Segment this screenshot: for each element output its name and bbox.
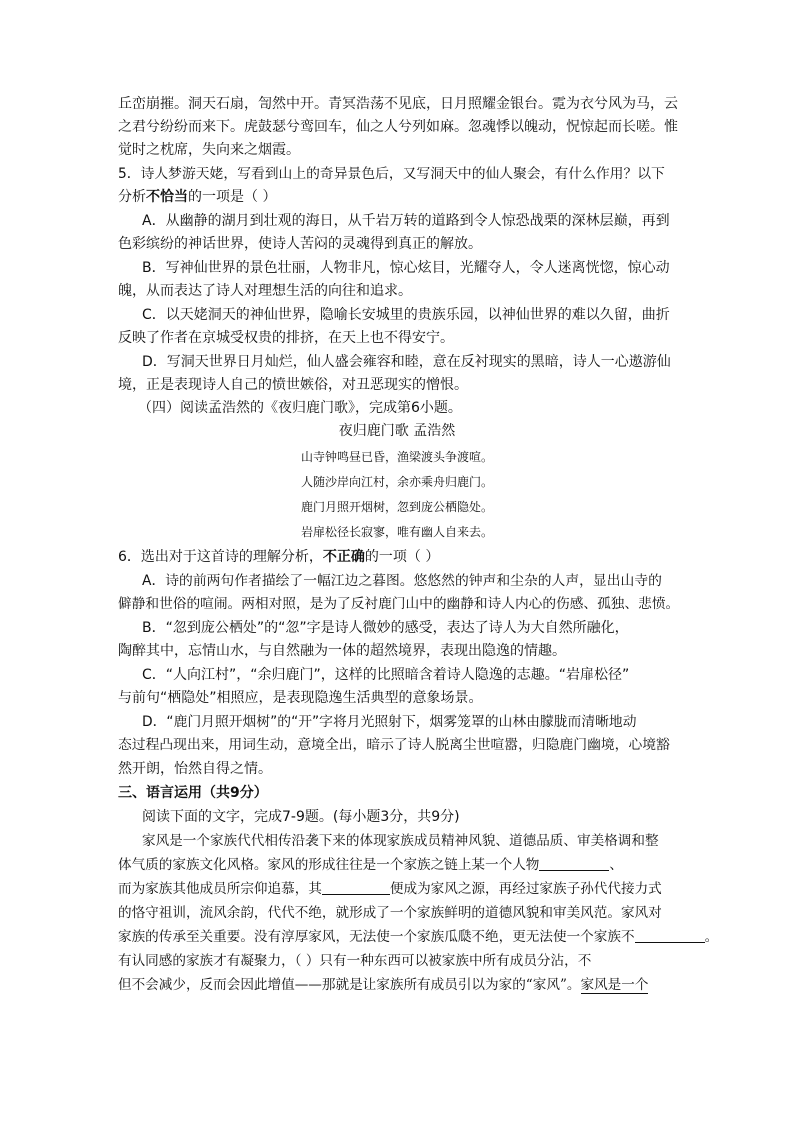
section-3-intro: 阅读下面的文字，完成7-9题。(每小题3分，共9分) (142, 809, 460, 825)
option-c: C．以天姥洞天的神仙世界，隐喻长安城里的贵族乐园，以神仙世界的难以久留，曲折 (142, 307, 670, 323)
option-d: D．写洞天世界日月灿烂，仙人盛会雍容和睦，意在反衬现实的黑暗，诗人一心遨游仙 (142, 354, 671, 370)
option-a: A．从幽静的湖月到壮观的海日，从千岩万转的道路到令人惊恐战栗的深林层巅，再到 (142, 213, 670, 229)
passage-text: 。 (704, 929, 719, 945)
stem-emphasis: 不正确 (322, 549, 365, 565)
option-a-cont: 色彩缤纷的神话世界，使诗人苦闷的灵魂得到真正的解放。 (118, 236, 482, 252)
poem-verse: 山寺钟鸣昼已昏，渔梁渡头争渡喧。 (300, 450, 493, 464)
fill-blank[interactable] (539, 856, 609, 871)
poem-verse: 岩扉松径长寂寥，唯有幽人自来去。 (300, 525, 493, 539)
passage-line (118, 927, 718, 947)
poem-line: 之君兮纷纷而来下。虎鼓瑟兮鸾回车，仙之人兮列如麻。忽魂悸以魄动，怳惊起而长嗟。惟 (118, 119, 678, 135)
option-d-cont: 境，正是表现诗人自己的愤世嫉俗，对丑恶现实的憎恨。 (118, 377, 468, 393)
underlined-text: 家风是一个 (580, 977, 649, 993)
section-4-intro: （四）阅读孟浩然的《夜归鹿门歌》，完成第6小题。 (138, 400, 462, 416)
option-d: D．“鹿门月照开烟树”的“开”字将月光照射下，烟雾笼罩的山林由朦胧而清晰地动 (142, 714, 637, 730)
passage-text: 、 (609, 857, 623, 873)
option-b: B．“忽到庞公栖处”的“忽”字是诗人微妙的感受，表达了诗人为大自然所融化， (142, 620, 629, 636)
option-c: C．“人向江村”，“余归鹿门”，这样的比照暗含着诗人隐逸的志趣。“岩扉松径” (142, 667, 630, 683)
fill-blank[interactable] (322, 880, 390, 895)
fill-blank[interactable] (635, 928, 705, 943)
stem-text: 分析 (118, 189, 146, 205)
poem-line: 觉时之枕席，失向来之烟霞。 (118, 142, 300, 158)
option-b-cont: 魄，从而表达了诗人对理想生活的向往和追求。 (118, 283, 412, 299)
option-a-cont: 僻静和世俗的喧闹。两相对照，是为了反衬鹿门山中的幽静和诗人内心的伤感、孤独、悲愤。 (118, 596, 680, 612)
section-3-heading: 三、语言运用（共9分） (118, 785, 268, 801)
stem-emphasis: 不恰当 (146, 189, 188, 205)
stem-text: 6．选出对于这首诗的理解分析， (118, 549, 323, 565)
poem-verse: 人随沙岸向江村，余亦乘舟归鹿门。 (300, 475, 493, 489)
passage-line (118, 879, 662, 899)
poem-verse: 鹿门月照开烟树，忽到庞公栖隐处。 (300, 500, 493, 514)
passage-line: 家风是一个家族代代相传沿袭下来的体现家族成员精神风貌、道德品质、审美格调和整 (142, 833, 659, 849)
option-d-cont: 然开朗，怡然自得之情。 (118, 761, 272, 777)
passage-text: 体气质的家族文化风格。家风的形成往往是一个家族之链上某一个人物 (118, 857, 540, 873)
passage-text: 便成为家风之源，再经过家族子孙代代接力式 (389, 881, 662, 897)
passage-line: 有认同感的家族才有凝聚力，（ ）只有一种东西可以被家族中所有成员分沾，不 (118, 953, 592, 969)
poem-line: 丘峦崩摧。洞天石扇，訇然中开。青冥浩荡不见底，日月照耀金银台。霓为衣兮风为马，云 (118, 96, 678, 112)
option-a: A．诗的前两句作者描绘了一幅江边之暮图。悠悠然的钟声和尘杂的人声，显出山寺的 (142, 573, 662, 589)
question-5-stem: 5．诗人梦游天姥，写看到山上的奇异景色后，又写洞天中的仙人聚会，有什么作用？以下 (118, 166, 665, 182)
passage-text: 但不会减少，反而会因此增值——那就是让家族所有成员引以为家的“家风”。 (118, 977, 581, 993)
option-b-cont: 陶醉其中，忘情山水，与自然融为一体的超然境界，表现出隐逸的情趣。 (118, 643, 566, 659)
passage-line (118, 855, 623, 875)
question-5-stem-2 (118, 187, 276, 207)
poem-title: 夜归鹿门歌 孟浩然 (338, 423, 456, 439)
stem-text: 的一项（ ） (364, 549, 440, 565)
option-b: B．写神仙世界的景色壮丽，人物非凡，惊心炫目，光耀夺人，令人迷离恍惚，惊心动 (142, 260, 670, 276)
option-c-cont: 反映了作者在京城受权贵的排挤，在天上也不得安宁。 (118, 330, 454, 346)
passage-text: 而为家族其他成员所宗仰追慕，其 (118, 881, 322, 897)
option-c-cont: 与前句“栖隐处”相照应，是表现隐逸生活典型的意象场景。 (118, 690, 483, 706)
passage-text: 家族的传承至关重要。没有淳厚家风，无法使一个家族瓜瓞不绝，更无法使一个家族不 (118, 929, 635, 945)
stem-text: 的一项是（ ） (188, 189, 277, 205)
question-6-stem (118, 547, 439, 567)
passage-line: 的恪守祖训，流风余韵，代代不绝，就形成了一个家族鲜明的道德风貌和审美风范。家风对 (118, 905, 662, 921)
option-d-cont: 态过程凸现出来，用词生动，意境全出，暗示了诗人脱离尘世喧嚣，归隐鹿门幽境，心境豁 (118, 737, 670, 753)
passage-line (118, 975, 648, 995)
